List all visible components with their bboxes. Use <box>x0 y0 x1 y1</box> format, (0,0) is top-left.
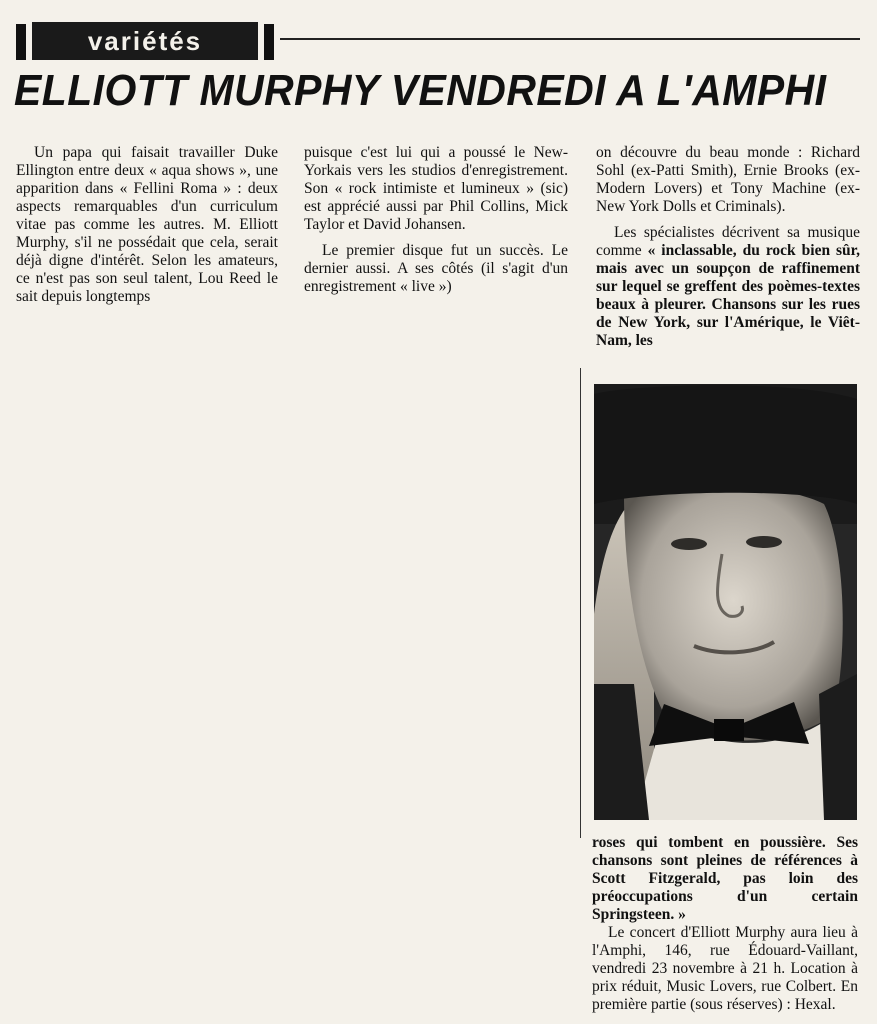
paragraph: Un papa qui faisait travailler Duke Ellington entre deux « aqua shows », une apparition dans « Fellini Roma » : deux aspects remarquables d'un curriculum vitae pas comme les autres. M. Elliott Murphy, s'il ne possédait que cela, serait déjà digne d'intérêt. Selon les amateurs, ce n'est pas son seul talent, Lou Reed le sait depuis longtemps <box>16 144 278 305</box>
portrait-image <box>594 384 857 820</box>
paragraph-lead: Les spécialistes décrivent sa musique comme <box>596 224 860 259</box>
paragraph: Le premier disque fut un succès. Le dernier aussi. A ses côtés (il s'agit d'un enregistrement « live ») <box>304 242 568 295</box>
headline: ELLIOTT MURPHY VENDREDI A L'AMPHI <box>14 66 827 115</box>
rubric-bar-left <box>16 24 26 60</box>
rubric-bar-right <box>264 24 274 60</box>
paragraph: on découvre du beau monde : Richard Sohl (ex-Patti Smith), Ernie Brooks (ex-Modern Lovers) et Tony Machine (ex-New York Dolls et Criminals). <box>596 144 860 215</box>
article-column-3-continued <box>592 834 858 1014</box>
rubric-rule <box>280 38 860 40</box>
column-divider <box>580 368 581 838</box>
rubric-label: variétés <box>32 22 258 60</box>
quote-bold-continued: roses qui tombent en poussière. Ses chansons sont pleines de références à Scott Fitzgerald, pas loin des préoccupations d'un certain Springsteen. » <box>592 834 858 923</box>
section-rubric <box>8 14 864 54</box>
article-column-1 <box>16 144 278 306</box>
portrait-photo <box>594 384 857 820</box>
paragraph <box>596 224 860 350</box>
article-column-2 <box>304 144 568 296</box>
article-column-3 <box>596 144 860 350</box>
quote-bold: « inclassable, du rock bien sûr, mais avec un soupçon de raffinement sur lequel se greffent des poèmes-textes beaux à pleurer. Chansons sur les rues de New York, sur l'Amérique, le Viêt-Nam, les <box>596 242 861 349</box>
paragraph: Le concert d'Elliott Murphy aura lieu à l'Amphi, 146, rue Édouard-Vaillant, vendredi 23 novembre à 21 h. Location à prix réduit, Music Lovers, rue Colbert. En première partie (sous réserves) : Hexal. <box>592 924 858 1013</box>
paragraph: puisque c'est lui qui a poussé le New-Yorkais vers les studios d'enregistrement. Son « rock intimiste et lumineux » (sic) est apprécié aussi par Phil Collins, Mick Taylor et David Johansen. <box>304 144 568 233</box>
